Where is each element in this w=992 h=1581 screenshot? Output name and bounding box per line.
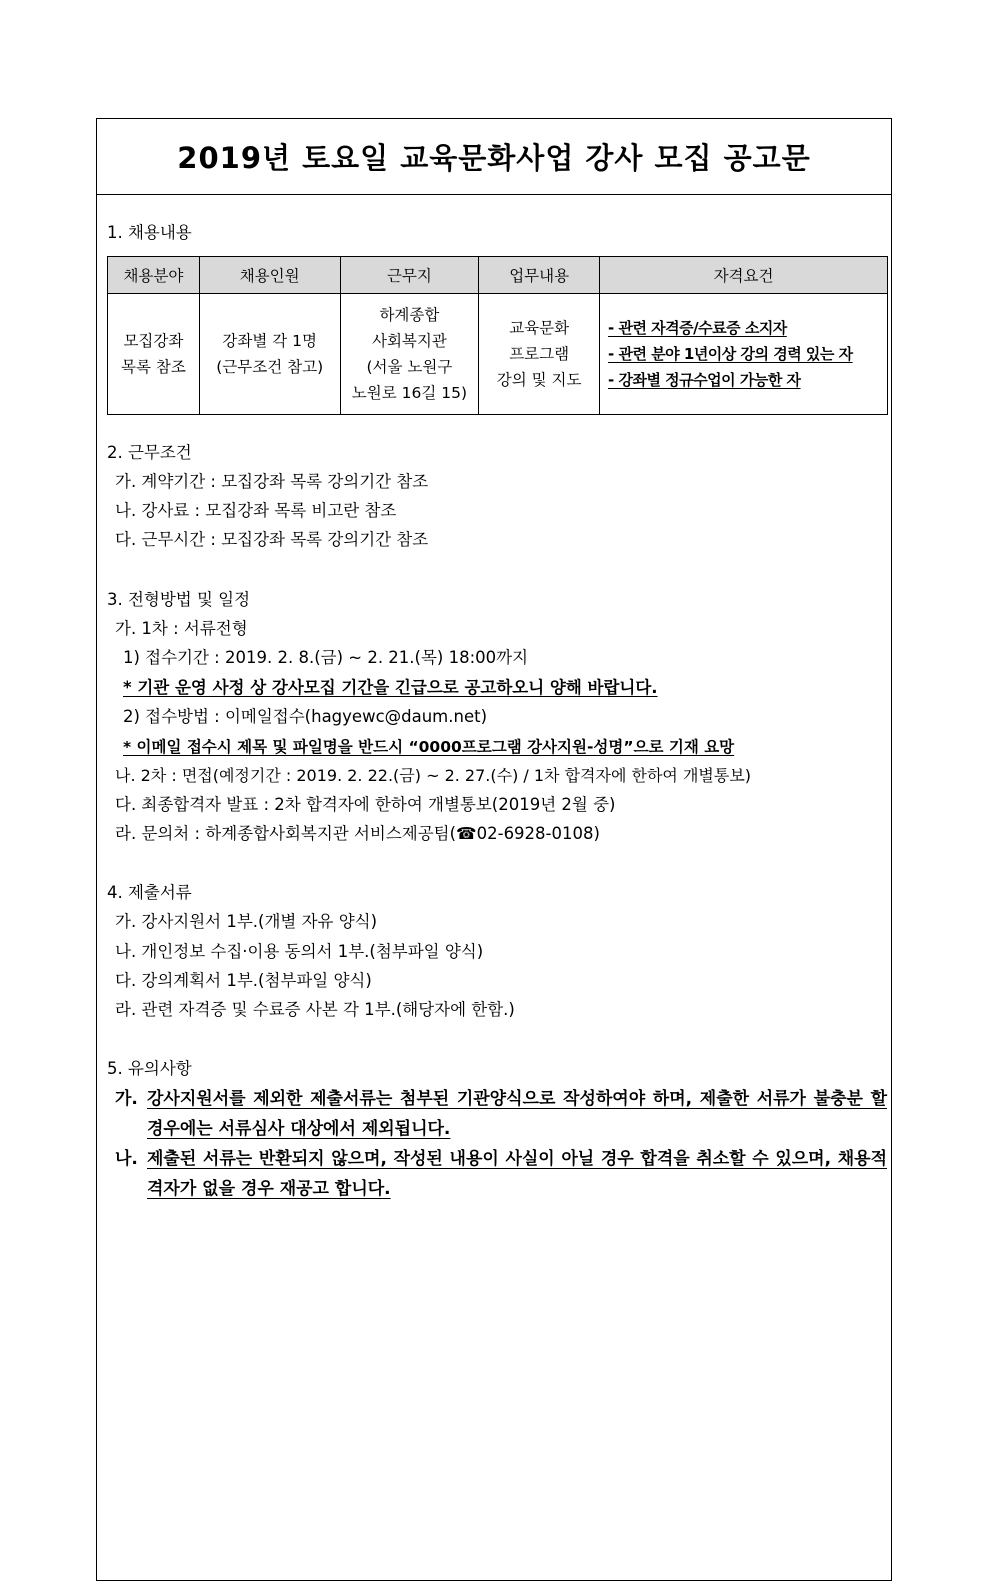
qualification-item: - 관련 자격증/수료증 소지자 [608,319,787,337]
header-field: 채용분야 [108,257,200,294]
application-method: 2) 접수방법 : 이메일접수(hagyewc@daum.net) [123,707,488,726]
application-period: 1) 접수기간 : 2019. 2. 8.(금) ~ 2. 21.(목) 18:00까지 [123,648,529,667]
section-1-heading: 1. 채용내용 [107,223,192,242]
page-title: 2019년 토요일 교육문화사업 강사 모집 공고문 [177,141,811,175]
contact-info: 라. 문의처 : 하계종합사회복지관 서비스제공팀(☎02-6928-0108) [115,824,600,843]
qualification-item: - 강좌별 정규수업이 가능한 자 [608,371,801,389]
cell-line: 하계종합 [379,306,440,324]
qualification-item: - 관련 분야 1년이상 강의 경력 있는 자 [608,345,853,363]
selection-step-1: 가. 1차 : 서류전형 [115,619,248,638]
period-notice: * 기관 운영 사정 상 강사모집 기간을 긴급으로 공고하오니 양해 바랍니다. [123,678,658,697]
cell-line: (서울 노원구 [366,358,453,376]
section-4-heading: 4. 제출서류 [107,883,192,902]
final-announcement: 다. 최종합격자 발표 : 2차 합격자에 한하여 개별통보(2019년 2월 중) [115,795,616,814]
work-condition-item: 가. 계약기간 : 모집강좌 목록 강의기간 참조 [115,472,429,491]
document-item: 나. 개인정보 수집·이용 동의서 1부.(첨부파일 양식) [115,942,484,961]
cell-count [199,294,340,415]
cell-line: 목록 참조 [121,358,186,376]
cell-field [108,294,200,415]
work-condition-item: 다. 근무시간 : 모집강좌 목록 강의기간 참조 [115,530,429,549]
table-header-row [108,257,888,294]
caution-label: 가. [115,1089,138,1109]
cell-line: 모집강좌 [123,332,184,350]
cell-duty [479,294,600,415]
hiring-table [107,256,888,415]
caution-text: 제출된 서류는 반환되지 않으며, 작성된 내용이 사실이 아닐 경우 합격을 취소할 수 있으며, 채용적격자가 없을 경우 재공고 합니다. [147,1149,887,1199]
header-count: 채용인원 [199,257,340,294]
selection-step-2: 나. 2차 : 면접(예정기간 : 2019. 2. 22.(금) ~ 2. 27.(수) / 1차 합격자에 한하여 개별통보) [115,766,752,785]
document-item: 다. 강의계획서 1부.(첨부파일 양식) [115,971,372,990]
notice-frame [96,118,892,1581]
section-5-heading: 5. 유의사항 [107,1059,192,1078]
section-3-heading: 3. 전형방법 및 일정 [107,590,251,609]
cell-line: 강좌별 각 1명 [222,332,317,350]
header-duty: 업무내용 [479,257,600,294]
caution-text: 강사지원서를 제외한 제출서류는 첨부된 기관양식으로 작성하여야 하며, 제출한 서류가 불충분 할 경우에는 서류심사 대상에서 제외됩니다. [147,1089,887,1139]
title-box [97,119,891,195]
header-qualification: 자격요건 [600,257,888,294]
cell-line: (근무조건 참고) [216,358,324,376]
cell-place [340,294,479,415]
cell-qualification [600,294,888,415]
work-condition-item: 나. 강사료 : 모집강좌 목록 비고란 참조 [115,501,397,520]
header-place: 근무지 [340,257,479,294]
caution-item-b [115,1144,887,1204]
caution-label: 나. [115,1149,138,1169]
email-notice: * 이메일 접수시 제목 및 파일명을 반드시 “0000프로그램 강사지원-성명”으로 기재 요망 [123,738,735,756]
cell-line: 강의 및 지도 [496,371,582,389]
table-row [108,294,888,415]
cell-line: 사회복지관 [371,332,447,350]
cell-line: 프로그램 [509,345,570,363]
document-item: 라. 관련 자격증 및 수료증 사본 각 1부.(해당자에 한함.) [115,1000,515,1019]
cell-line: 노원로 16길 15) [351,384,468,402]
cell-line: 교육문화 [509,319,570,337]
caution-item-a [115,1084,887,1144]
document-item: 가. 강사지원서 1부.(개별 자유 양식) [115,912,378,931]
section-2-heading: 2. 근무조건 [107,443,192,462]
